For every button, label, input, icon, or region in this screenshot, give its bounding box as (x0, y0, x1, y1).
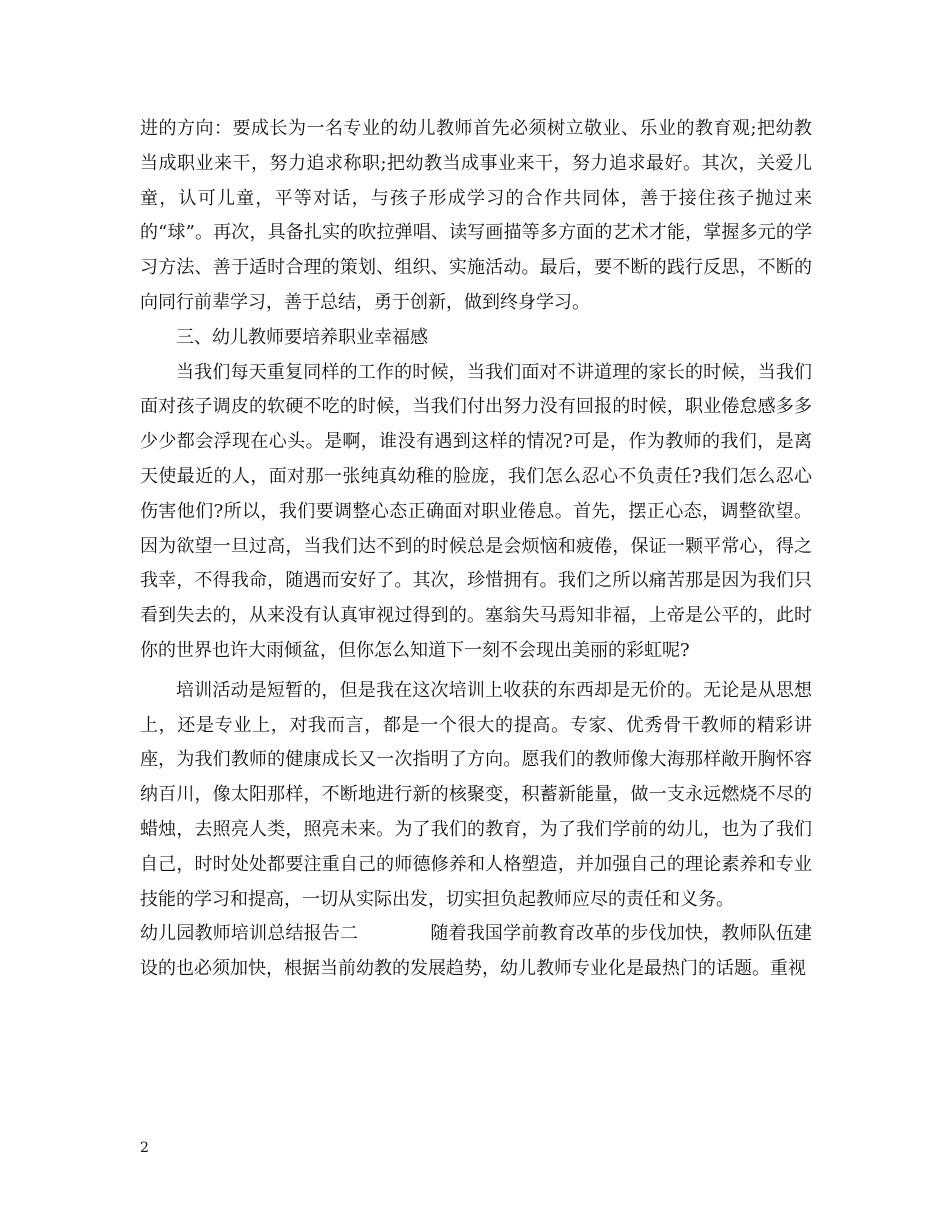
report-two-text: 随着我国学前教育改革的步伐加快，教师队伍建设的也必须加快，根据当前幼教的发展趋势，幼儿教师专业化是最热门的话题。重视 (140, 923, 813, 980)
paragraph-continuation: 进的方向：要成长为一名专业的幼儿教师首先必须树立敬业、乐业的教育观;把幼教当成职业来干，努力追求称职;把幼教当成事业来干，努力追求最好。其次，关爱儿童，认可儿童，平等对话，与孩子形成学习的合作共同体，善于接住孩子抛过来的“球”。再次，具备扎实的吹拉弹唱、读写画描等多方面的艺术才能，掌握多元的学习方法、善于适时合理的策划、组织、实施活动。最后，要不断的践行反思，不断的向同行前辈学习，善于总结，勇于创新，做到终身学习。 (140, 118, 812, 313)
paragraph-report-two (140, 917, 812, 987)
document-body (140, 112, 812, 987)
report-title: 幼儿园教师培训总结报告二 (140, 923, 359, 945)
paragraph-job-happiness: 当我们每天重复同样的工作的时候，当我们面对不讲道理的家长的时候，当我们面对孩子调皮的软硬不吃的时候，当我们付出努力没有回报的时候，职业倦怠感多多少少都会浮现在心头。是啊，谁没有遇到这样的情况?可是，作为教师的我们，是离天使最近的人，面对那一张纯真幼稚的脸庞，我们怎么忍心不负责任?我们怎么忍心伤害他们?所以，我们要调整心态正确面对职业倦息。首先，摆正心态，调整欲望。因为欲望一旦过高，当我们达不到的时候总是会烦恼和疲倦，保证一颗平常心，得之我幸，不得我命，随遇而安好了。其次，珍惜拥有。我们之所以痛苦那是因为我们只看到失去的，从来没有认真审视过得到的。塞翁失马焉知非福，上帝是公平的，此时你的世界也许大雨倾盆，但你怎么知道下一刻不会现出美丽的彩虹呢? (140, 361, 812, 661)
section-heading-3: 三、幼儿教师要培养职业幸福感 (176, 326, 428, 348)
paragraph-training-summary: 培训活动是短暂的，但是我在这次培训上收获的东西却是无价的。无论是从思想上，还是专业上，对我而言，都是一个很大的提高。专家、优秀骨干教师的精彩讲座，为我们教师的健康成长又一次指明了方向。愿我们的教师像大海那样敞开胸怀容纳百川，像太阳那样，不断地进行新的核聚变，积蓄新能量，做一支永远燃烧不尽的蜡烛，去照亮人类，照亮未来。为了我们的教育，为了我们学前的幼儿，也为了我们自己，时时处处都要注重自己的师德修养和人格塑造，并加强自己的理论素养和专业技能的学习和提高，一切从实际出发，切实担负起教师应尽的责任和义务。 (140, 679, 812, 910)
page-number: 2 (140, 1140, 149, 1156)
